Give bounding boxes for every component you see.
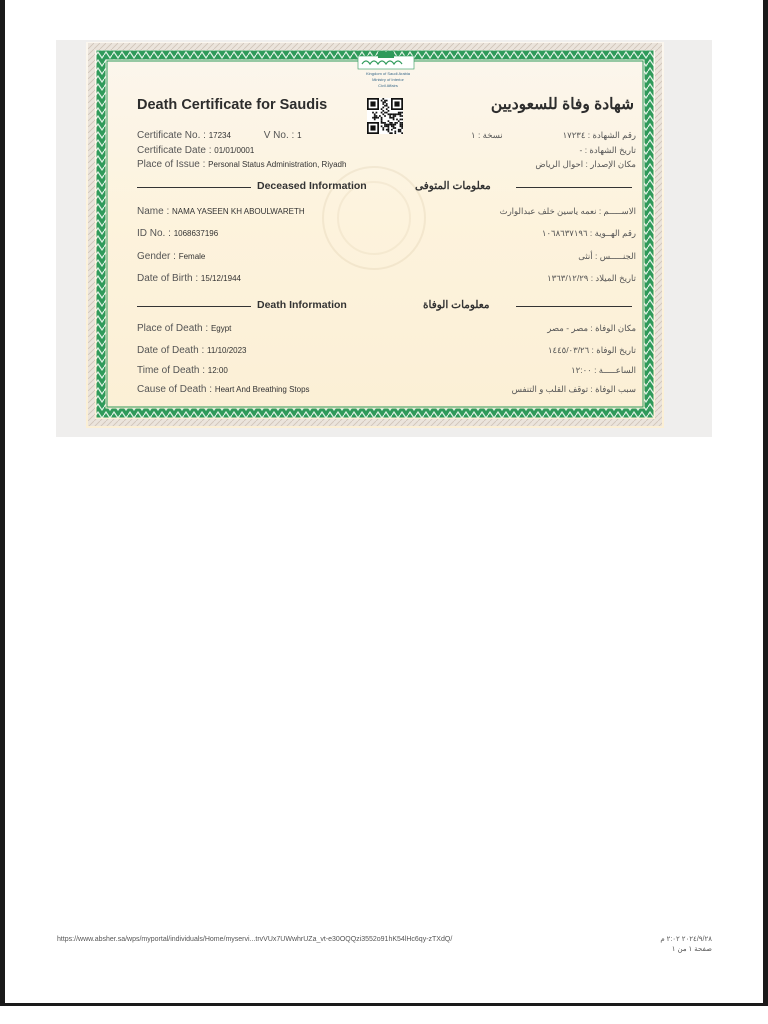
ar-name: الاســـــم : نعمه ياسين خلف عبدالوارث [499, 206, 636, 216]
ar-cert-date: تاريخ الشهادة : - [579, 145, 636, 155]
cert-date-value: 01/01/0001 [214, 146, 255, 155]
cert-date-row [137, 145, 254, 156]
emblem-watermark-inner [337, 181, 411, 255]
ar-place-issue: مكان الإصدار : احوال الرياض [535, 159, 636, 169]
ar-copy: نسخة : ١ [471, 130, 503, 140]
frame-right-border [763, 0, 768, 1004]
v-no-label: V No. : [263, 130, 295, 141]
cert-no-value: 17234 [208, 131, 231, 140]
place-death-row [137, 323, 231, 334]
id-value: 1068637196 [173, 229, 219, 238]
frame-bottom-border [0, 1003, 768, 1006]
frame-left-border [0, 0, 5, 1004]
deceased-divider-right [516, 187, 632, 188]
deceased-heading-en: Deceased Information [257, 180, 367, 192]
ar-time-death: الساعـــــة : ١٢:٠٠ [571, 365, 636, 375]
date-death-row [137, 345, 247, 356]
time-death-row [137, 365, 228, 376]
dob-row [137, 273, 241, 284]
cert-no-label: Certificate No. : [137, 130, 206, 141]
ar-cause: سبب الوفاة : توقف القلب و التنفس [511, 384, 636, 394]
footer-date: ٢٠٢٤/٩/٢٨ ٢:٠٢ م [660, 936, 712, 943]
name-row [137, 206, 305, 217]
v-no-value: 1 [297, 131, 302, 140]
gender-value: Female [178, 252, 206, 261]
place-issue-label: Place of Issue : [137, 159, 206, 170]
cause-value: Heart And Breathing Stops [214, 385, 310, 394]
ar-dob: تاريخ الميلاد : ١٣٦٣/١٢/٢٩ [547, 273, 636, 283]
ar-id: رقم الهــوية : ١٠٦٨٦٣٧١٩٦ [541, 228, 636, 238]
time-death-label: Time of Death : [137, 365, 205, 376]
place-issue-row [137, 159, 346, 170]
death-divider-right [516, 306, 632, 307]
logo-line-3: Civil Affairs [378, 83, 398, 88]
ar-place-death: مكان الوفاة : مصر - مصر [547, 323, 636, 333]
time-death-value: 12:00 [207, 366, 228, 375]
ar-cert-no: رقم الشهادة : ١٧٢٣٤ [562, 130, 636, 140]
logo-line-1: Kingdom of Saudi Arabia [365, 71, 411, 76]
death-divider-left [137, 306, 251, 307]
footer-page: صفحة ١ من ١ [671, 946, 712, 953]
cause-label: Cause of Death : [137, 384, 213, 395]
gender-row [137, 251, 205, 262]
logo-line-2: Ministry of Interior [372, 77, 404, 82]
id-label: ID No. : [137, 228, 171, 239]
place-issue-value: Personal Status Administration, Riyadh [208, 160, 347, 169]
date-death-value: 11/10/2023 [207, 346, 247, 355]
death-heading-en: Death Information [257, 299, 347, 311]
cause-row [137, 384, 310, 395]
qr-code [366, 98, 404, 134]
place-death-label: Place of Death : [137, 323, 209, 334]
footer-date-block [660, 935, 712, 955]
id-row [137, 228, 218, 239]
ar-date-death: تاريخ الوفاة : ١٤٤٥/٠٣/٢٦ [547, 345, 636, 355]
deceased-divider-left [137, 187, 251, 188]
footer-url: https://www.absher.sa/wps/myportal/individuals/Home/myservi...trvVUx7UWwhrUZa_vt-e30OQQzi3552o91hK54lHc6qy-zTXdQ/ [57, 936, 453, 943]
deceased-heading-ar: معلومات المتوفى [415, 180, 491, 192]
name-value: NAMA YASEEN KH ABOULWARETH [172, 207, 305, 216]
cert-no-row [137, 130, 302, 141]
ar-gender: الجنـــــس : أنثى [578, 251, 636, 261]
title-arabic: شهادة وفاة للسعوديين [490, 96, 634, 113]
name-label: Name : [137, 206, 170, 217]
cert-date-label: Certificate Date : [137, 145, 212, 156]
dob-value: 15/12/1944 [200, 274, 241, 283]
title-english: Death Certificate for Saudis [137, 97, 328, 113]
death-heading-ar: معلومات الوفاة [423, 299, 490, 311]
place-death-value: Egypt [210, 324, 232, 333]
gender-label: Gender : [137, 251, 176, 262]
dob-label: Date of Birth : [137, 273, 199, 284]
date-death-label: Date of Death : [137, 345, 205, 356]
